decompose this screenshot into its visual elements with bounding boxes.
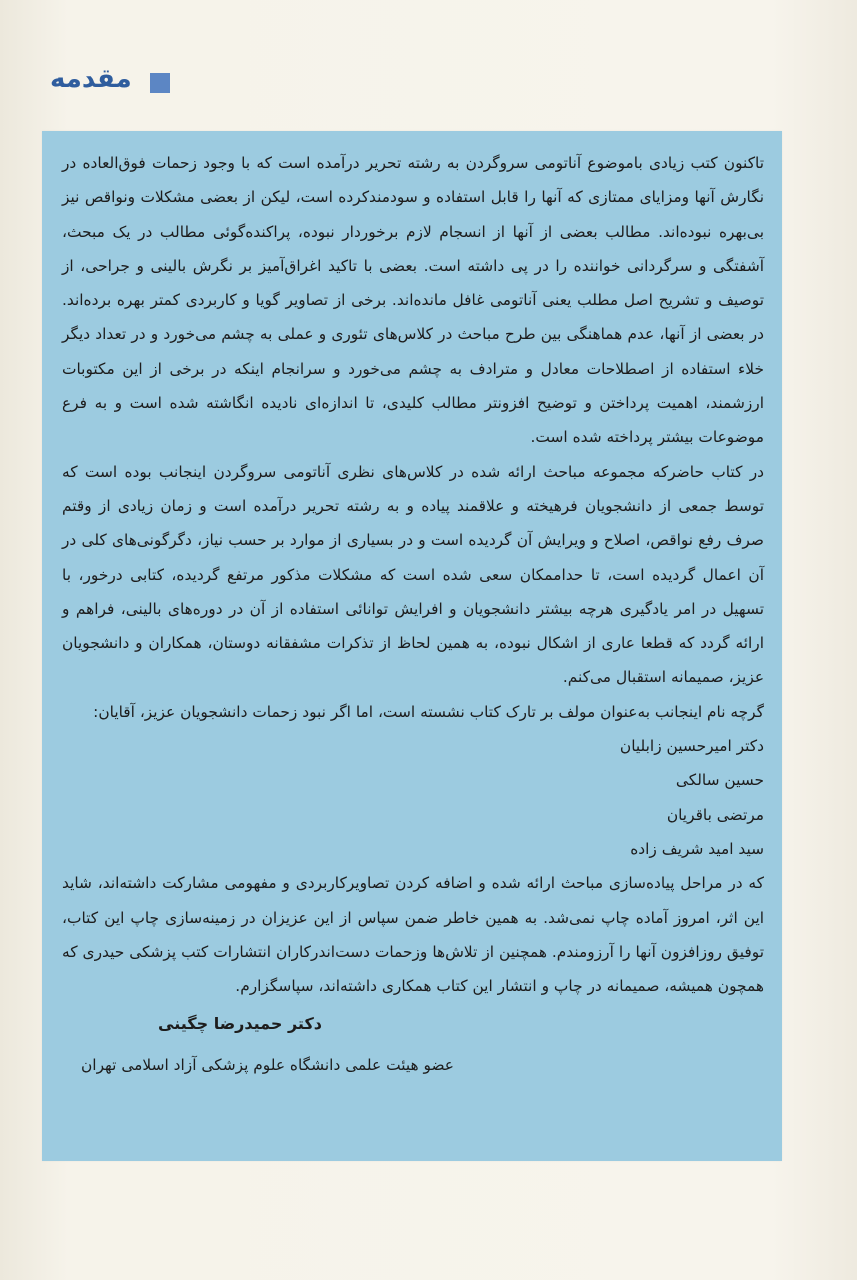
- author-affiliation: عضو هیئت علمی دانشگاه علوم پزشکی آزاد اسلامی تهران: [80, 1056, 454, 1074]
- preface-body: [62, 146, 764, 1003]
- contributor-name: مرتضی باقریان: [666, 805, 764, 824]
- heading-square-icon: [150, 73, 170, 93]
- contributor-list: [62, 729, 764, 866]
- contributor-name: دکتر امیرحسین زابلیان: [619, 737, 764, 756]
- paragraph-2: در کتاب حاضرکه مجموعه مباحث ارائه شده در کلاس‌های نظری آناتومی سروگردن اینجانب بوده است که توسط جمعی از دانشجویان فرهیخته و علاقمند پیاده و به رشته تحریر درآمده است و زمان زیادی از وقتم صرف رفع نواقص، اصلاح و ویرایش آن گردیده است و در بسیاری از موارد بر حسب نیاز، دگرگونی‌های کلی در آن اعمال گردیده است، تا حداممکان سعی شده است که مشکلات مذکور مرتفع گردیده، کتابی درخور، با تسهیل در امر یادگیری هرچه بیشتر دانشجویان و افرایش توانائی استفاده از آن در دوره‌های بالینی، فراهم و ارائه گردد که قطعا عاری از اشکال نبوده، به همین لحاظ از تذکرات مشفقانه دوستان، همکاران و دانشجویان عزیز، صمیمانه استقبال می‌کنم.: [62, 462, 764, 687]
- contributor-name: سید امید شریف زاده: [630, 839, 764, 858]
- paragraph-3: گرچه نام اینجانب به‌عنوان مولف بر تارک کتاب نشسته است، اما اگر نبود زحمات دانشجویان عزیز، آقایان:: [93, 702, 764, 721]
- contributor-name: حسین سالکی: [675, 771, 764, 790]
- page-title: مقدمه: [50, 64, 132, 94]
- author-name: دکتر حمیدرضا چگینی: [158, 1014, 322, 1033]
- paragraph-1: تاکنون کتب زیادی باموضوع آناتومی سروگردن به رشته تحریر درآمده است که با وجود زحمات فوق‌العاده در نگارش آنها ومزایای ممتازی که آنها را قابل استفاده و سودمندکرده است، لیکن از بعضی مشکلات ونواقص نیز بی‌بهره نبوده‌اند. مطالب بعضی از آنها از انسجام لازم برخوردار نبوده، پراکنده‌گوئی مطالب در یک مبحث، آشفتگی و سرگردانی خواننده را در پی داشته است. بعضی با تاکید اغراق‌آمیز بر نگرش بالینی و جراحی، از توصیف و تشریح اصل مطلب یعنی آناتومی غافل مانده‌اند. برخی از تصاویر گویا و کاربردی کمتر بهره برده‌اند. در بعضی از آنها، عدم هماهنگی بین طرح مباحث در کلاس‌های تئوری و عملی به چشم می‌خورد و در تعداد دیگر خلاء استفاده از اصطلاحات معادل و مترادف به چشم می‌خورد و سرانجام اینکه در برخی از این مکتوبات ارزشمند، اهمیت پرداختن و توضیح افزونتر مطالب کلیدی، تا اندازه‌ای نادیده انگاشته شده است و به فرع موضوعات بیشتر پرداخته شده است.: [62, 154, 764, 447]
- closing-paragraph: که در مراحل پیاده‌سازی مباحث ارائه شده و اضافه کردن تصاویرکاربردی و مفهومی مشارکت داشته‌اند، شاید این اثر، امروز آماده چاپ نمی‌شد. به همین خاطر ضمن سپاس از این عزیزان در زمینه‌سازی چاپ این کتاب، توفیق روزافزون آنها را آرزومندم. همچنین از تلاش‌ها وزحمات دست‌اندرکاران انتشارات کتب پزشکی حیدری که همچون همیشه، صمیمانه در چاپ و انتشار این کتاب همکاری داشته‌اند، سپاسگزارم.: [62, 874, 764, 996]
